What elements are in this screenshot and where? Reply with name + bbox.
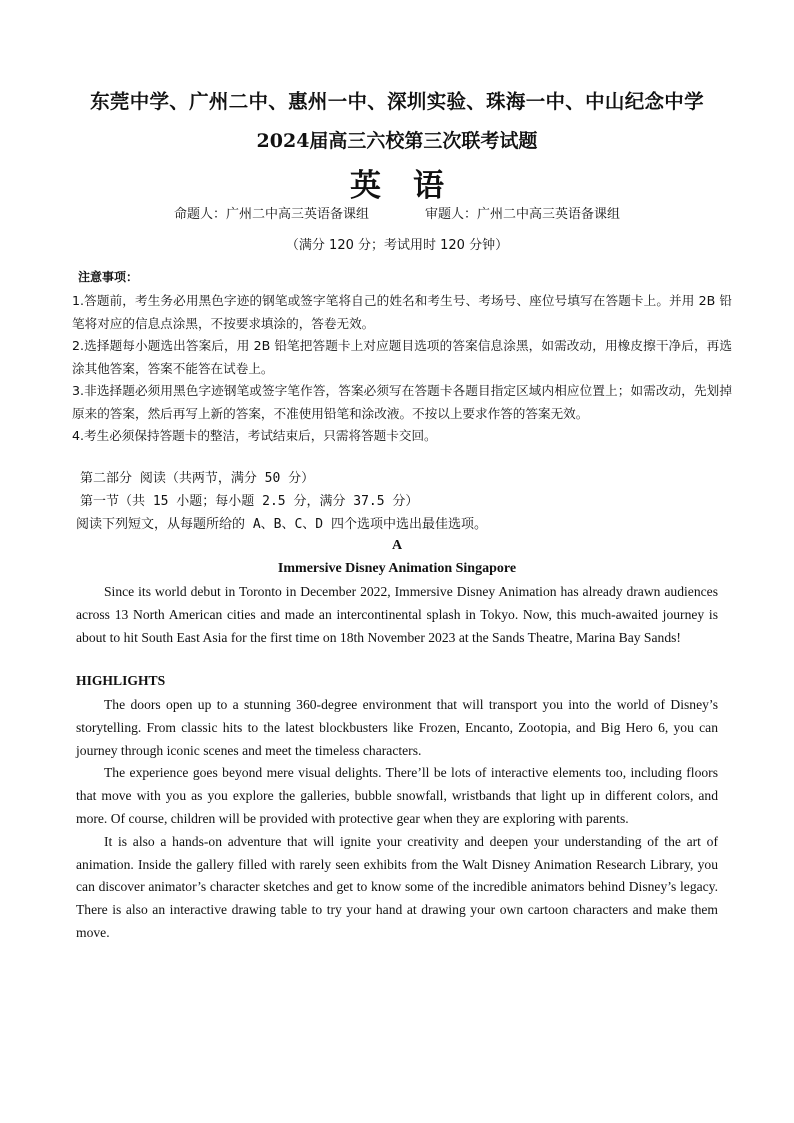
passage-intro — [76, 581, 718, 649]
paragraph: Since its world debut in Toronto in December 2022, Immersive Disney Animation has already drawn audiences across 13 North American cities and made an intercontinental splash in Tokyo. Now, this much-awaited journey is about to hit South East Asia for the first time on 18th November 2023 at the Sands Theatre, Marina Bay Sands! — [76, 584, 718, 645]
exam-title: 2024届高三六校第三次联考试题 — [256, 130, 538, 152]
part-heading: 第二部分 阅读（共两节，满分 50 分） — [80, 471, 315, 486]
setter: 命题人：广州二中高三英语备课组 — [173, 207, 369, 222]
notice-heading: 注意事项： — [78, 270, 139, 284]
notice-list — [72, 290, 732, 448]
subsection-heading: 第一节（共 15 小题；每小题 2.5 分，满分 37.5 分） — [80, 494, 419, 509]
reviewer: 审题人：广州二中高三英语备课组 — [425, 207, 621, 222]
reading-instruction: 阅读下列短文，从每题所给的 A、B、C、D 四个选项中选出最佳选项。 — [76, 517, 487, 532]
passage-title: Immersive Disney Animation Singapore — [277, 561, 517, 576]
notice-item: 1.答题前，考生务必用黑色字迹的钢笔或签字笔将自己的姓名和考生号、考场号、座位号填写在答题卡上。并用 2B 铅笔将对应的信息点涂黑，不按要求填涂的，答卷无效。 — [72, 293, 732, 331]
notice-item: 2.选择题每小题选出答案后，用 2B 铅笔把答题卡上对应题目选项的答案信息涂黑，如需改动，用橡皮擦干净后，再选涂其他答案，答案不能答在试卷上。 — [72, 338, 732, 376]
paragraph: The doors open up to a stunning 360-degree environment that will transport you into the world of Disney’s storytelling. From classic hits to the latest blockbusters like Frozen, Encanto, Zootopia, and Big Hero 6, you can journey through iconic scenes and meet the timeless characters. — [76, 697, 718, 758]
notice-item: 4.考生必须保持答题卡的整洁，考试结束后，只需将答题卡交回。 — [72, 428, 437, 443]
paragraph: The experience goes beyond mere visual delights. There’ll be lots of interactive elements too, including floors that move with you as you explore the galleries, bubble snowfall, wristbands that light up in different colors, and more. Of course, children will be provided with protective gear when they are exploring with parents. — [76, 765, 718, 826]
scoring-info: （满分 120 分；考试用时 120 分钟） — [285, 238, 509, 253]
passage-letter: A — [391, 538, 403, 553]
setter-line — [0, 203, 794, 222]
school-names: 东莞中学、广州二中、惠州一中、深圳实验、珠海一中、中山纪念中学 — [90, 90, 704, 113]
highlights-heading: HIGHLIGHTS — [76, 673, 166, 688]
highlights-body — [76, 694, 718, 945]
notice-item: 3.非选择题必须用黑色字迹钢笔或签字笔作答，答案必须写在答题卡各题目指定区域内相应位置上；如需改动，先划掉原来的答案，然后再写上新的答案，不准使用铅笔和涂改液。不按以上要求作答的答案无效。 — [72, 383, 732, 421]
subject-title: 英语 — [350, 168, 476, 204]
paragraph: It is also a hands-on adventure that will ignite your creativity and deepen your understanding of the art of animation. Inside the gallery filled with rarely seen exhibits from the Walt Disney Animation Research Library, you can discover animator’s character sketches and get to know some of the incredible animators behind Disney’s legacy. There is also an interactive drawing table to try your hand at drawing your own cartoon characters and make them move. — [76, 833, 718, 940]
